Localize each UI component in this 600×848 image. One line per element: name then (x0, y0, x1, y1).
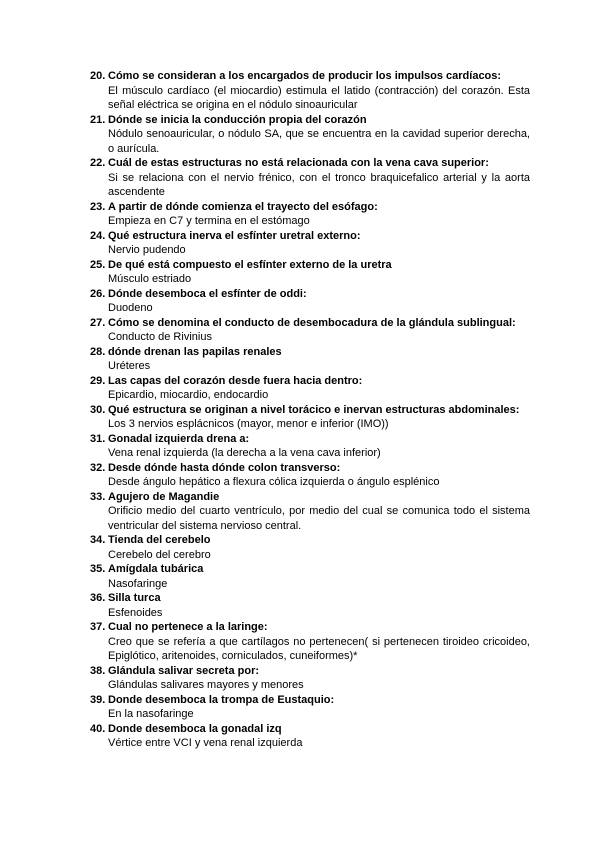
answer-text: Orificio medio del cuarto ventrículo, por medio del cual se comunica todo el sistema ventricular del sistema nervioso central. (108, 505, 530, 532)
list-item (90, 258, 530, 287)
question-text: De qué está compuesto el esfínter externo de la uretra (108, 258, 392, 271)
item-number: 24. (90, 229, 106, 242)
answer-text: Los 3 nervios esplácnicos (mayor, menor e inferior (IMO)) (108, 418, 389, 430)
answer-text: Nervio pudendo (108, 244, 186, 256)
list-item (90, 403, 530, 432)
list-item (90, 461, 530, 490)
list-item (90, 287, 530, 316)
list-item (90, 533, 530, 562)
item-number: 26. (90, 287, 106, 300)
item-number: 39. (90, 693, 106, 706)
question-text: dónde drenan las papilas renales (108, 345, 282, 358)
answer-text: Epicardio, miocardio, endocardio (108, 389, 269, 401)
question-text: Agujero de Magandie (108, 490, 220, 503)
question-list (90, 69, 530, 751)
answer-text: Creo que se refería a que cartílagos no pertenecen( si pertenecen tiroideo cricoideo, Epiglótico, aritenoides, corniculados, cuneiformes)* (108, 635, 530, 662)
question-text: Amígdala tubárica (108, 563, 204, 575)
list-item (90, 200, 530, 229)
answer-text: Si se relaciona con el nervio frénico, con el tronco braquicefalico arterial y la aorta ascendente (108, 171, 530, 198)
list-item (90, 722, 530, 751)
item-number: 20. (90, 70, 106, 82)
list-item (90, 591, 530, 620)
item-number: 34. (90, 534, 106, 546)
question-text: Dónde se inicia la conducción propia del corazón (108, 113, 367, 126)
list-item (90, 316, 530, 345)
answer-text: Esfenoides (108, 606, 163, 619)
item-number: 23. (90, 200, 106, 213)
question-text: Donde desemboca la trompa de Eustaquio: (108, 693, 335, 706)
answer-text: Empieza en C7 y termina en el estómago (108, 215, 310, 227)
answer-text: Desde ángulo hepático a flexura cólica izquierda o ángulo esplénico (108, 476, 440, 488)
question-text: A partir de dónde comienza el trayecto del esófago: (108, 200, 378, 213)
answer-text: Cerebelo del cerebro (108, 548, 211, 561)
list-item (90, 113, 530, 157)
list-item (90, 432, 530, 461)
answer-text: Duodeno (108, 302, 153, 314)
item-number: 33. (90, 490, 106, 503)
question-text: Dónde desemboca el esfínter de oddi: (108, 287, 307, 300)
item-number: 21. (90, 113, 106, 126)
question-text: Tienda del cerebelo (108, 534, 211, 546)
list-item (90, 693, 530, 722)
item-number: 31. (90, 432, 106, 445)
question-text: Desde dónde hasta dónde colon transverso: (108, 461, 341, 474)
answer-text: Nasofaringe (108, 577, 168, 590)
item-number: 22. (90, 157, 106, 169)
list-item (90, 562, 530, 591)
item-number: 28. (90, 345, 106, 358)
answer-text: Uréteres (108, 360, 151, 372)
answer-text: Vena renal izquierda (la derecha a la vena cava inferior) (108, 447, 381, 459)
question-text: Gonadal izquierda drena a: (108, 432, 250, 445)
question-text: Cómo se consideran a los encargados de producir los impulsos cardíacos: (108, 70, 502, 82)
question-text: Donde desemboca la gonadal izq (108, 722, 282, 735)
question-text: Cual no pertenece a la laringe: (108, 621, 268, 633)
answer-text: Vértice entre VCI y vena renal izquierda (108, 737, 303, 749)
question-text: Qué estructura se originan a nivel torácico e inervan estructuras abdominales: (108, 403, 520, 416)
item-number: 30. (90, 403, 106, 416)
item-number: 38. (90, 664, 106, 677)
item-number: 29. (90, 374, 106, 387)
item-number: 27. (90, 316, 106, 329)
item-number: 40. (90, 722, 106, 735)
item-number: 36. (90, 592, 106, 604)
item-number: 37. (90, 621, 106, 633)
list-item (90, 664, 530, 693)
list-item (90, 374, 530, 403)
answer-text: El músculo cardíaco (el miocardio) estimula el latido (contracción) del corazón. Esta señal eléctrica se origina en el nódulo sinoauricular (108, 84, 530, 111)
answer-text: En la nasofaringe (108, 708, 194, 720)
item-number: 32. (90, 461, 106, 474)
answer-text: Músculo estriado (108, 273, 192, 285)
question-text: Las capas del corazón desde fuera hacia dentro: (108, 374, 363, 387)
item-number: 25. (90, 258, 106, 271)
question-text: Cuál de estas estructuras no está relacionada con la vena cava superior: (108, 157, 489, 169)
item-number: 35. (90, 563, 106, 575)
question-text: Glándula salivar secreta por: (108, 664, 260, 677)
list-item (90, 490, 530, 534)
question-text: Cómo se denomina el conducto de desembocadura de la glándula sublingual: (108, 316, 516, 329)
list-item (90, 620, 530, 664)
list-item (90, 345, 530, 374)
answer-text: Glándulas salivares mayores y menores (108, 679, 304, 691)
question-text: Qué estructura inerva el esfínter uretral externo: (108, 229, 361, 242)
list-item (90, 156, 530, 200)
answer-text: Conducto de Rivinius (108, 331, 212, 343)
question-text: Silla turca (108, 592, 161, 604)
answer-text: Nódulo senoauricular, o nódulo SA, que se encuentra en la cavidad superior derecha, o aurícula. (108, 128, 530, 155)
list-item (90, 229, 530, 258)
list-item (90, 69, 530, 113)
